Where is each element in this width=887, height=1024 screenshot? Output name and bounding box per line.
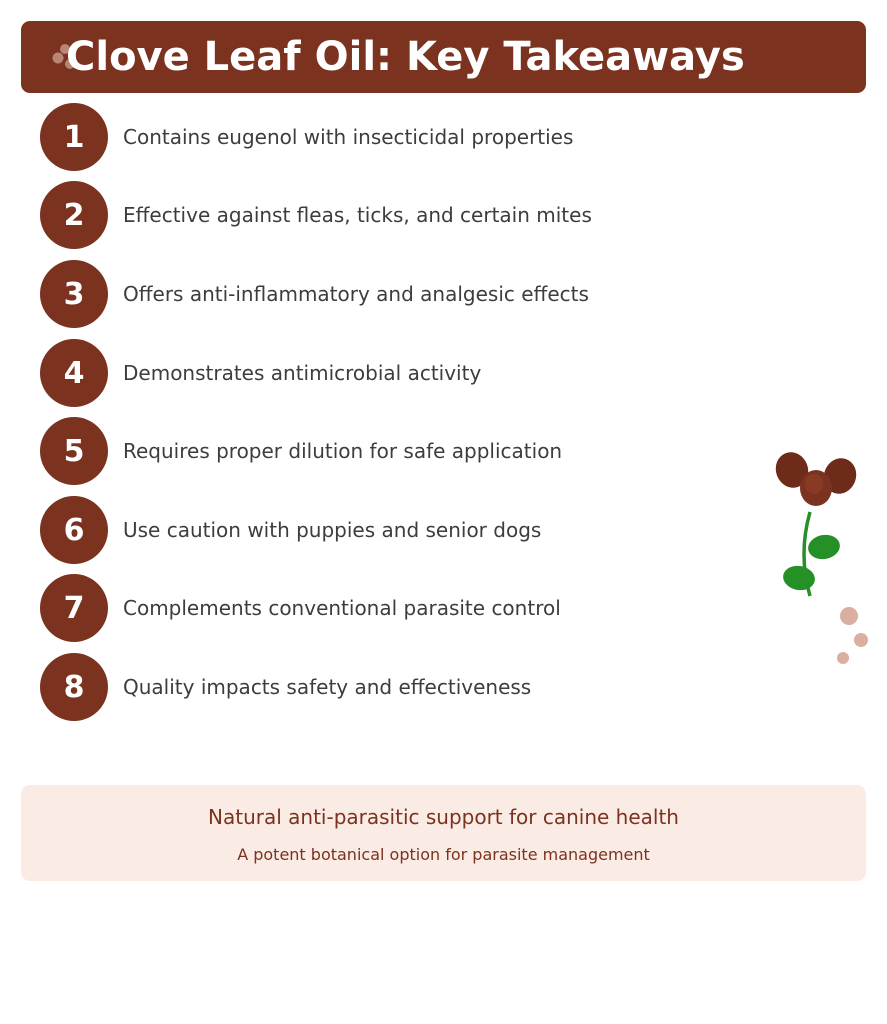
takeaway-text: Use caution with puppies and senior dogs [123, 518, 542, 542]
number-badge: 7 [40, 574, 108, 642]
takeaway-item [40, 574, 760, 642]
takeaway-text: Effective against fleas, ticks, and certain mites [123, 203, 592, 227]
title-banner [21, 21, 866, 93]
takeaway-text: Offers anti-inflammatory and analgesic effects [123, 282, 589, 306]
number-badge: 2 [40, 181, 108, 249]
takeaway-text: Demonstrates antimicrobial activity [123, 361, 482, 385]
takeaway-item [40, 417, 760, 485]
takeaway-item [40, 260, 760, 328]
number-badge: 4 [40, 339, 108, 407]
number-badge: 6 [40, 496, 108, 564]
number-badge: 1 [40, 103, 108, 171]
takeaway-item [40, 103, 760, 171]
takeaway-item [40, 653, 760, 721]
summary-headline: Natural anti-parasitic support for canine health [208, 805, 679, 829]
takeaway-item [40, 496, 760, 564]
summary-box [21, 785, 866, 881]
summary-subtext: A potent botanical option for parasite management [237, 845, 650, 864]
takeaway-text: Quality impacts safety and effectiveness [123, 675, 532, 699]
takeaway-item [40, 339, 760, 407]
number-badge: 8 [40, 653, 108, 721]
takeaway-item [40, 181, 760, 249]
page-title: Clove Leaf Oil: Key Takeaways [66, 34, 745, 80]
takeaway-text: Requires proper dilution for safe application [123, 439, 563, 463]
number-badge: 3 [40, 260, 108, 328]
number-badge: 5 [40, 417, 108, 485]
takeaway-text: Contains eugenol with insecticidal properties [123, 125, 574, 149]
takeaway-text: Complements conventional parasite control [123, 596, 561, 620]
clove-plant-icon [768, 440, 878, 670]
